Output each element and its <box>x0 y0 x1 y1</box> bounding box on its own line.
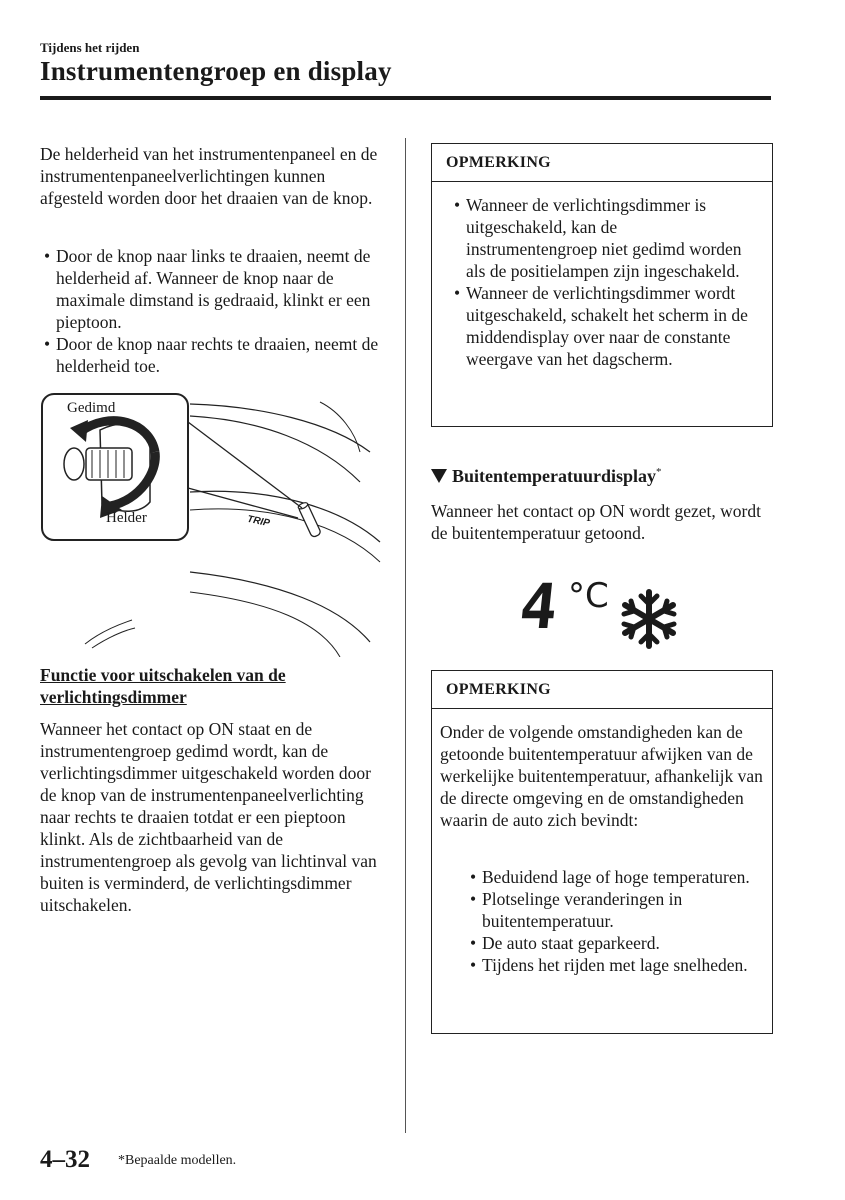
brightness-bullets <box>40 245 385 377</box>
list-item: • De auto staat geparkeerd. <box>470 933 660 953</box>
note-box <box>431 670 773 1034</box>
title-rule <box>40 96 771 100</box>
dashboard-illustration <box>40 392 385 657</box>
list-item: • Door de knop naar links te draaien, neemt de helderheid af. Wanneer de knop naar de maximale dimstand is gedraaid, klinkt er een pieptoon. <box>44 246 371 332</box>
footnote: *Bepaalde modellen. <box>118 1153 237 1168</box>
list-item: • Beduidend lage of hoge temperaturen. <box>470 867 750 887</box>
trip-label: TRIP <box>246 513 271 530</box>
note-list <box>466 866 756 976</box>
temperature-unit: °C <box>568 576 609 616</box>
list-item: • Plotselinge veranderingen in buitentemperatuur. <box>470 889 683 931</box>
list-item: • Wanneer de verlichtingsdimmer wordt uitgeschakeld, schakelt het scherm in de middendisplay over naar de constante weergave van het dagscherm. <box>454 283 748 369</box>
triangle-marker-icon <box>431 469 447 483</box>
dimmer-knob-figure <box>40 392 385 657</box>
note-list <box>450 194 750 370</box>
dimmer-cancel-heading: Functie voor uitschakelen van de verlichtingsdimmer <box>40 665 286 707</box>
page-number: 4–32 <box>40 1146 90 1173</box>
temp-display-paragraph: Wanneer het contact op ON wordt gezet, wordt de buitentemperatuur getoond. <box>431 501 761 543</box>
temperature-readout <box>516 570 690 658</box>
intro-paragraph: De helderheid van het instrumentenpaneel en de instrumentenpaneelverlichtingen kunnen afgesteld worden door het draaien van de knop. <box>40 144 378 208</box>
label-bright: Helder <box>106 510 147 526</box>
note-box <box>431 143 773 427</box>
temp-display-heading: Buitentemperatuurdisplay* <box>431 466 662 487</box>
note-intro: Onder de volgende omstandigheden kan de getoonde buitentemperatuur afwijken van de werkelijke buitentemperatuur, afhankelijk van de directe omgeving en de omstandigheden waarin de auto zich bevindt: <box>440 722 763 830</box>
section-label: Tijdens het rijden <box>40 40 140 55</box>
note-heading: OPMERKING <box>432 671 772 709</box>
snowflake-icon <box>618 588 680 650</box>
label-dimmed: Gedimd <box>67 400 116 416</box>
column-divider <box>405 138 406 1133</box>
note-heading: OPMERKING <box>432 144 772 182</box>
dimmer-cancel-paragraph: Wanneer het contact op ON staat en de instrumentengroep gedimd wordt, kan de verlichtingsdimmer uitgeschakeld worden door de knop van de instrumentenpaneelverlichting naar rechts te draaien totdat er een pieptoon klinkt. Als de zichtbaarheid van de instrumentengroep als gevolg van lichtinval van buiten is verminderd, de verlichtingsdimmer uitschakelen. <box>40 719 377 915</box>
list-item: • Tijdens het rijden met lage snelheden. <box>470 955 748 975</box>
list-item: • Wanneer de verlichtingsdimmer is uitgeschakeld, kan de instrumentengroep niet gedimd worden als de positielampen zijn ingeschakeld. <box>454 195 742 281</box>
temperature-value: 4 <box>516 570 562 643</box>
page-title: Instrumentengroep en display <box>40 56 392 86</box>
list-item: • Door de knop naar rechts te draaien, neemt de helderheid toe. <box>44 334 379 376</box>
